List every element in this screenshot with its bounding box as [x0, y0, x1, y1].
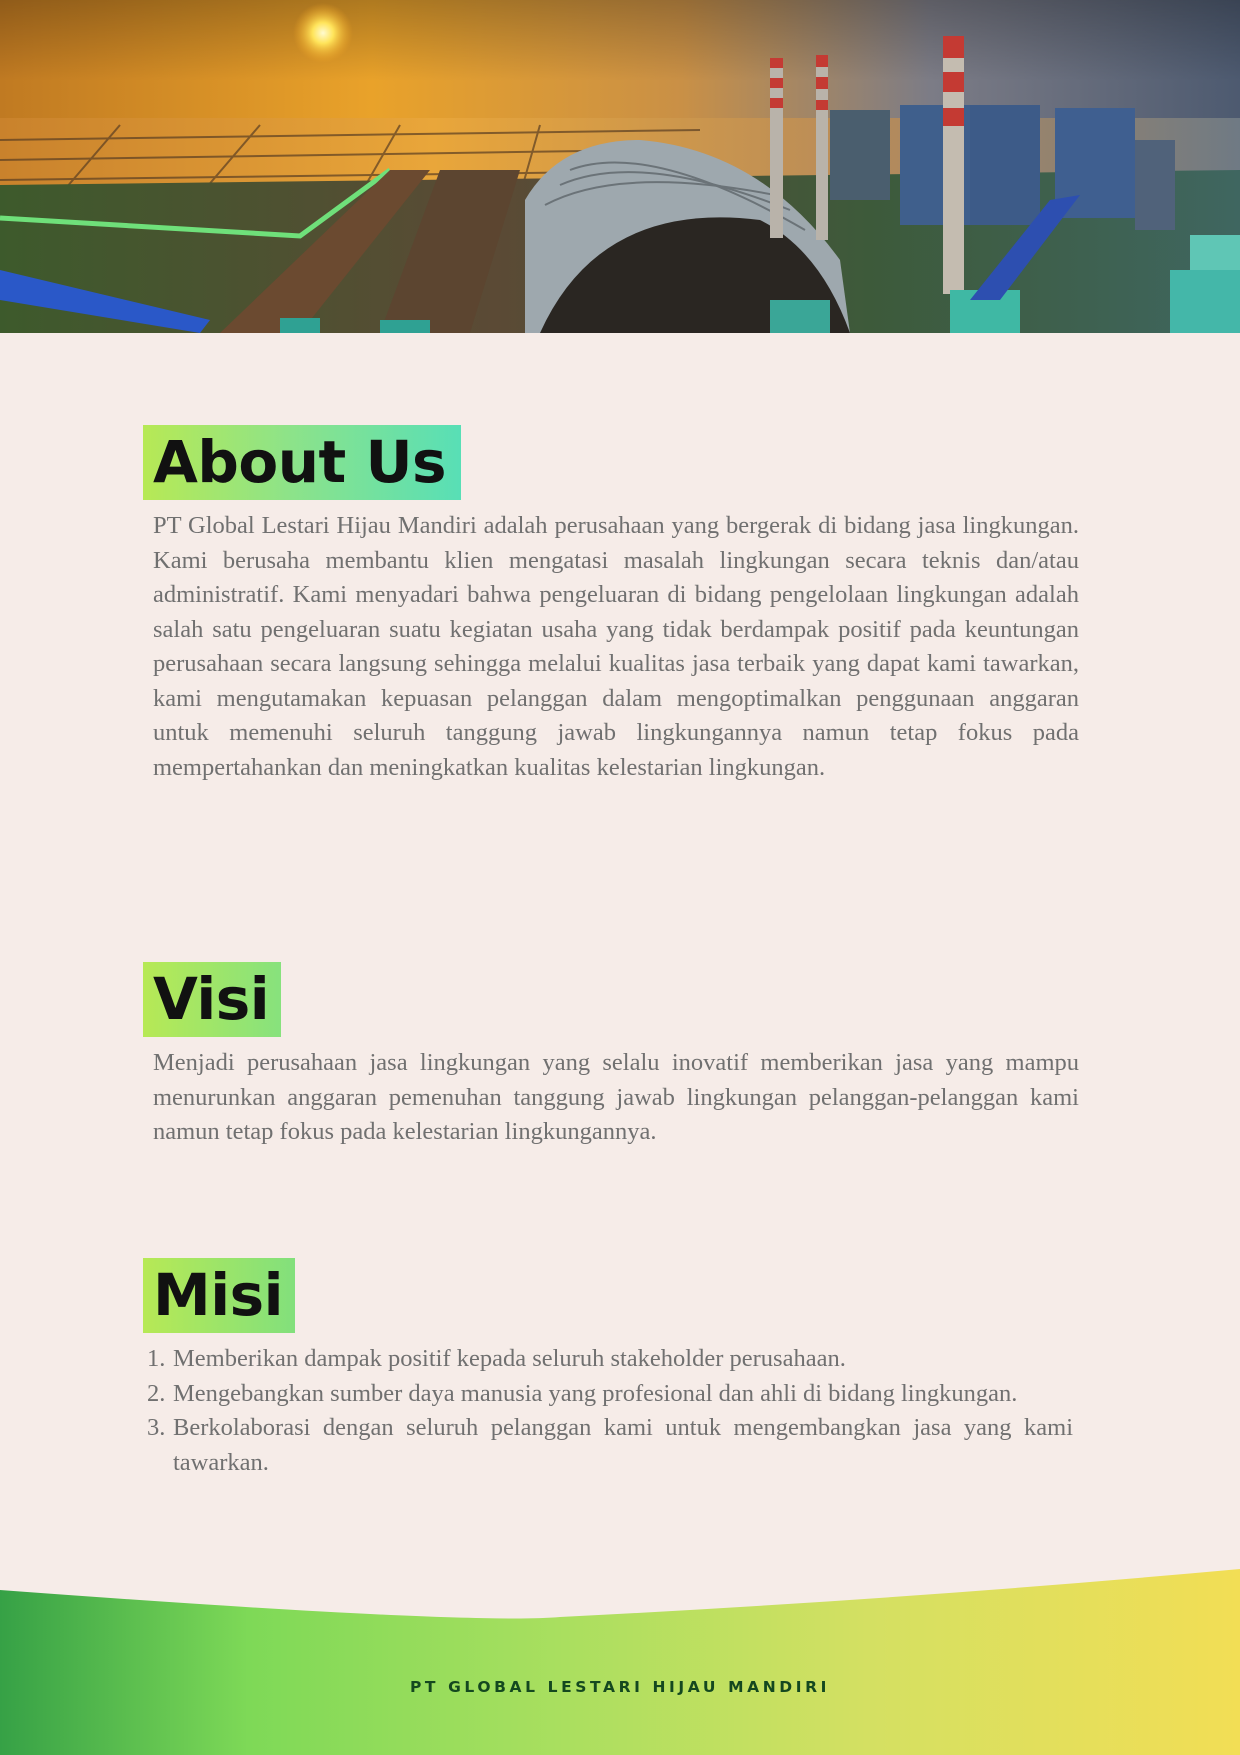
visi-paragraph: Menjadi perusahaan jasa lingkungan yang selalu inovatif memberikan jasa yang mampu menurunkan anggaran pemenuhan tanggung jawab lingkungan pelanggan-pelanggan kami namun tetap fokus pada kelestarian lingkungannya.	[153, 1049, 1079, 1145]
footer-band	[0, 1565, 1240, 1755]
misi-heading-highlight	[143, 1258, 295, 1333]
visi-heading-highlight	[143, 962, 281, 1037]
misi-list	[143, 1342, 1073, 1480]
misi-list-item	[147, 1342, 1073, 1377]
list-item-text: Berkolaborasi dengan seluruh pelanggan kami untuk mengembangkan jasa yang kami tawarkan.	[173, 1414, 1073, 1476]
power-plant-photo	[0, 0, 1240, 333]
list-item-text: Mengebangkan sumber daya manusia yang profesional dan ahli di bidang lingkungan.	[173, 1379, 1018, 1407]
about-section	[143, 425, 1085, 785]
footer-company-name: PT GLOBAL LESTARI HIJAU MANDIRI	[409, 1678, 831, 1696]
list-item-text: Memberikan dampak positif kepada seluruh stakeholder perusahaan.	[173, 1345, 846, 1372]
about-title: About Us	[153, 428, 447, 496]
misi-list-item	[147, 1411, 1073, 1480]
about-heading-highlight	[143, 425, 461, 500]
visi-section	[143, 962, 1085, 1150]
hero-image	[0, 0, 1240, 333]
visi-title: Visi	[153, 965, 270, 1033]
list-number: 3.	[147, 1414, 166, 1441]
list-number: 1.	[147, 1345, 166, 1372]
list-number: 2.	[147, 1379, 166, 1407]
misi-title: Misi	[153, 1261, 284, 1329]
misi-section	[143, 1258, 1085, 1480]
misi-list-item	[147, 1377, 1073, 1412]
footer-wave-shape	[0, 1565, 1240, 1755]
about-paragraph: PT Global Lestari Hijau Mandiri adalah perusahaan yang bergerak di bidang jasa lingkungan. Kami berusaha membantu klien mengatasi masalah lingkungan secara teknis dan/atau administratif. Kami menyadari bahwa pengeluaran di bidang pengelolaan lingkungan adalah salah satu pengeluaran suatu kegiatan usaha yang tidak berdampak positif pada keuntungan perusahaan secara langsung sehingga melalui kualitas jasa terbaik yang dapat kami tawarkan, kami mengutamakan kepuasan pelanggan dalam mengoptimalkan penggunaan anggaran untuk memenuhi seluruh tanggung jawab lingkungannya namun tetap fokus pada mempertahankan dan meningkatkan kualitas kelestarian lingkungan.	[153, 512, 1079, 781]
